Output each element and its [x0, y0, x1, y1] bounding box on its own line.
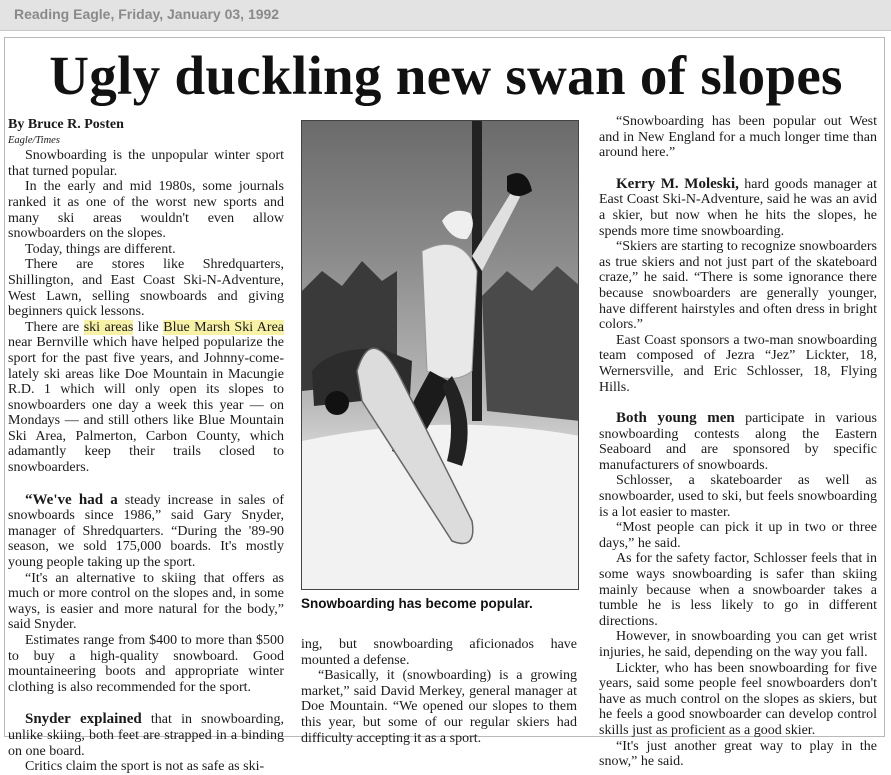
paragraph: In the early and mid 1980s, some journals ranked it as one of the worst new sports and many ski areas wouldn't even allow snowboarders on the slopes.	[8, 179, 284, 242]
paragraph: “It's an alternative to skiing that offers as much or more control on the slopes and, in some ways, is easier and more natural for the body,” said Snyder.	[8, 570, 284, 633]
text-run: that in snowboarding, unlike skiing, both feet are strapped in a binding on one board.	[8, 712, 284, 759]
text-run: near Bernville which have helped popularize the sport for the past five years, and Johnny-come-lately ski areas like Doe Mountain in Macungie R.D. 1 which will only open its slopes to snowboarders one day a week this year — on Mondays — and still others like Blue Mountain Ski Area, Palmerton, Carbon County, which adamantly keep their trails closed to snowboarders.	[8, 335, 284, 476]
lead-in-text: Kerry M. Moleski,	[616, 175, 739, 192]
article-column-2	[301, 637, 577, 746]
lead-in-text: “We've had a	[25, 491, 118, 508]
paragraph: ing, but snowboarding aficionados have mounted a defense.	[301, 637, 577, 668]
paragraph-gap	[8, 695, 284, 712]
text-run: hard goods manager at East Coast Ski-N-Adventure, said he was an avid a skier, but now when he hits the slopes, he spends more time snowboarding.	[599, 176, 877, 239]
newspaper-date-label: Reading Eagle, Friday, January 03, 1992	[14, 6, 280, 22]
newspaper-date-bar	[0, 0, 891, 31]
paragraph: Lickter, who has been snowboarding for five years, said some people feel snowboarders don't have as much control on the slopes as skiers, but he feels a good snowboarder can develop control skills just as proficient as a good skier.	[599, 660, 877, 738]
paragraph: Estimates range from $400 to more than $500 to buy a high-quality snowboard. Good mountaineering boots and appropriate winter clothing is also recommended for the sport.	[8, 633, 284, 695]
byline-author: By Bruce R. Posten	[8, 117, 124, 132]
snowboarder-photo	[301, 120, 579, 590]
paragraph: However, in snowboarding you can get wrist injuries, he said, depending on the way you fall.	[599, 629, 877, 660]
rider-glove	[507, 173, 532, 196]
photo-caption: Snowboarding has become popular.	[301, 596, 533, 611]
article-column-3	[599, 114, 877, 770]
lead-in-text: Snyder explained	[25, 711, 142, 728]
rider-jacket	[422, 244, 477, 378]
paragraph	[8, 493, 284, 571]
highlighted-term: Blue Marsh Ski Area	[163, 319, 285, 335]
text-run: like	[133, 319, 164, 335]
paragraph: Today, things are different.	[25, 241, 176, 257]
paragraph	[599, 411, 877, 473]
article-headline: Ugly duckling new swan of slopes	[49, 45, 843, 106]
paragraph: East Coast sponsors a two-man snowboarding team composed of Jezra “Jez” Lickter, 18, Wernersville, and Eric Schlosser, 18, Flying Hills.	[599, 332, 877, 395]
snowboarder-illustration	[302, 121, 579, 590]
tree-line	[482, 266, 579, 421]
paragraph: As for the safety factor, Schlosser feels that in some ways snowboarding is safer than skiing mainly because when a snowboarder takes a tumble he is less likely to go in different directions.	[599, 551, 877, 629]
highlighted-term: ski areas	[83, 319, 134, 335]
text-run: participate in various snowboarding contests along the Eastern Seaboard and are sponsored by specific manufacturers of snowboards.	[599, 411, 877, 473]
paragraph: “Basically, it (snowboarding) is a growing market,” said David Merkey, general manager at Doe Mountain. “We opened our slopes to them this year, but some of our regular skiers had difficulty accepting it as a sport.	[301, 668, 577, 746]
paragraph-gap	[599, 395, 877, 411]
paragraph: Snowboarding is the unpopular winter sport that turned popular.	[8, 148, 284, 179]
article-column-1	[8, 117, 284, 775]
paragraph: Schlosser, a skateboarder as well as snowboarder, used to ski, but feels snowboarding is a lot easier to master.	[599, 473, 877, 520]
car-wheel	[325, 391, 349, 415]
paragraph: “Skiers are starting to recognize snowboarders as true skiers and not just part of the skateboard craze,” he said. “There is some ignorance there because snowboarders are generally younger, have different hairstyles and often dress in bright colors.”	[599, 239, 877, 333]
paragraph: There are stores like Shredquarters, Shillington, and East Coast Ski-N-Adventure, West Lawn, selling snowboards and giving beginners quick lessons.	[8, 257, 284, 320]
paragraph	[8, 712, 284, 759]
paragraph-gap	[599, 161, 877, 177]
paragraph: “Most people can pick it up in two or three days,” he said.	[599, 520, 877, 551]
paragraph: “Snowboarding has been popular out West and in New England for a much longer time than around here.”	[599, 114, 877, 161]
paragraph: “It's just another great way to play in the snow,” he said.	[599, 738, 877, 770]
lead-in-text: Both young men	[616, 410, 735, 427]
text-run: steady increase in sales of snowboards since 1986,” said Gary Snyder, manager of Shredquarters. “During the '89-90 season, we sold 175,000 boards. It's mostly young people taking up the sport.	[8, 492, 285, 571]
paragraph	[8, 320, 284, 476]
paragraph-gap	[8, 476, 284, 493]
text-run: There are	[25, 319, 84, 335]
byline-credit: Eagle/Times	[8, 134, 60, 146]
rider-head	[442, 211, 473, 239]
paragraph: Critics claim the sport is not as safe as ski-	[25, 759, 265, 775]
paragraph	[599, 177, 877, 239]
